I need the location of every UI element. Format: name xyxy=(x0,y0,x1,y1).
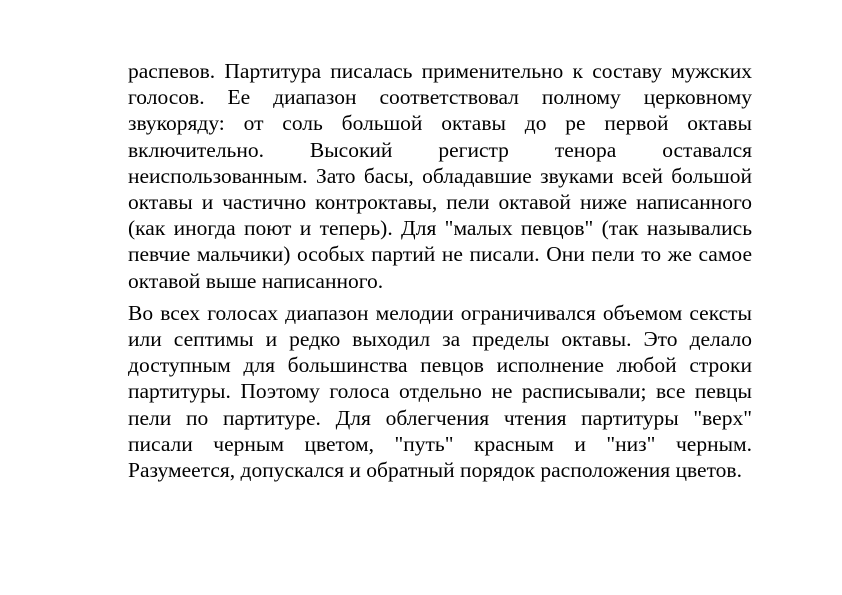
body-text xyxy=(128,58,752,483)
paragraph-1: распевов. Партитура писалась применительно к составу мужских голосов. Ее диапазон соответствовал полному церковному звукоряду: от соль большой октавы до ре первой октавы включительно. Высокий регистр тенора оставался неиспользованным. Зато басы, обладавшие звуками всей большой октавы и частично контроктавы, пели октавой ниже написанного (как иногда поют и теперь). Для "малых певцов" (так назывались певчие мальчики) особых партий не писали. Они пели то же самое октавой выше написанного. xyxy=(128,59,752,293)
paragraph-2: Во всех голосах диапазон мелодии ограничивался объемом сексты или септимы и редко выходил за пределы октавы. Это делало доступным для большинства певцов исполнение любой строки партитуры. Поэтому голоса отдельно не расписывали; все певцы пели по партитуре. Для облегчения чтения партитуры "верх" писали черным цветом, "путь" красным и "низ" черным. Разумеется, допускался и обратный порядок расположения цветов. xyxy=(128,300,752,483)
